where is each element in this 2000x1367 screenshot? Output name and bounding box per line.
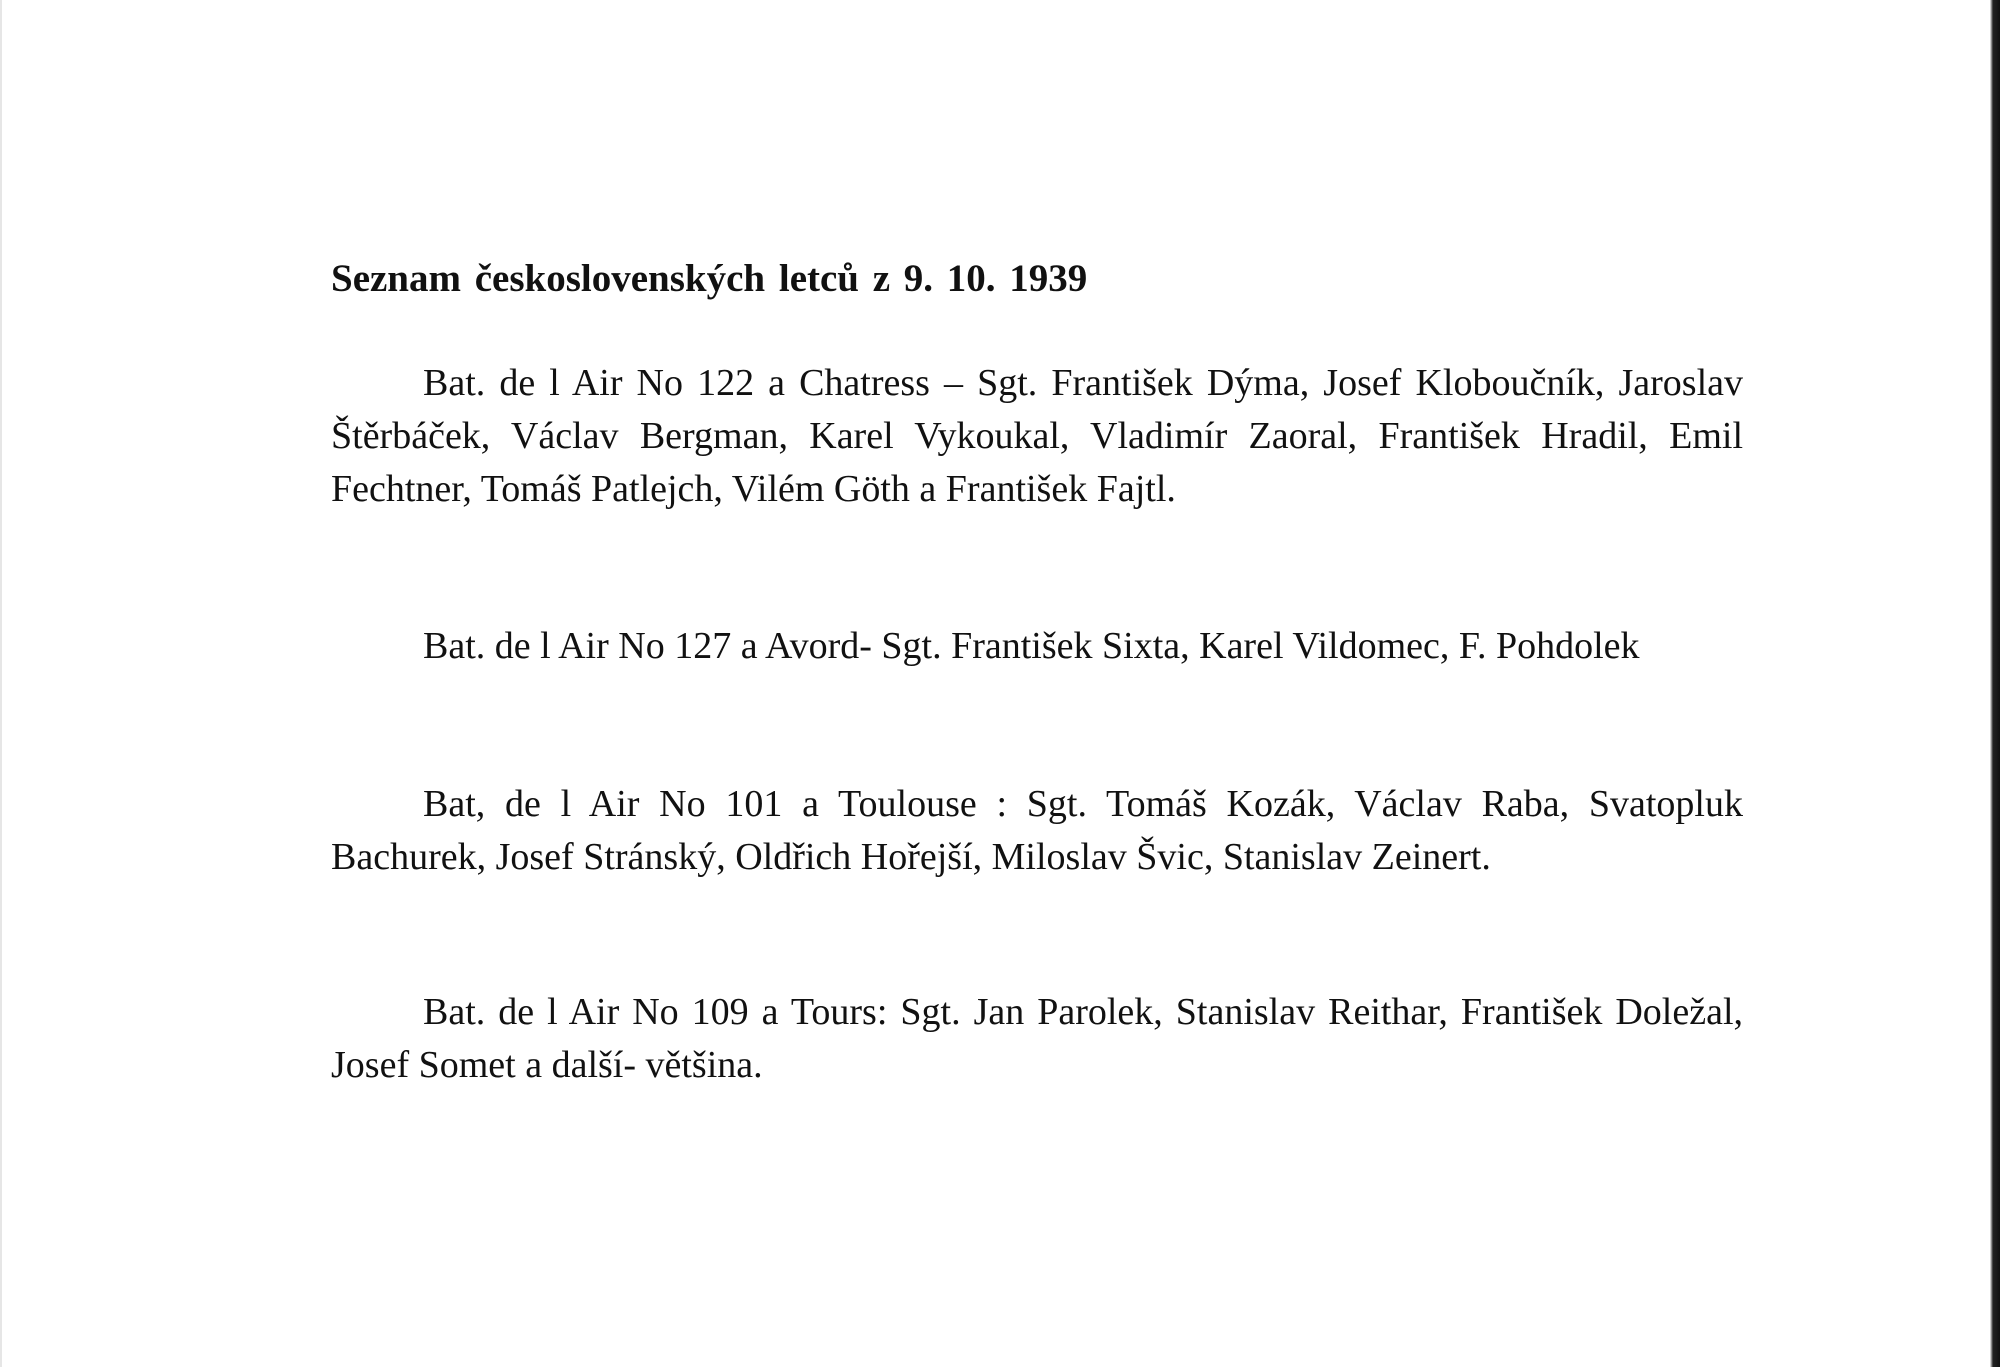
scan-border-right	[1990, 0, 2000, 1367]
paragraph-bat-101-toulouse: Bat, de l Air No 101 a Toulouse : Sgt. Tomáš Kozák, Václav Raba, Svatopluk Bachurek, Josef Stránský, Oldřich Hořejší, Miloslav Švic, Stanislav Zeinert.	[331, 783, 1743, 878]
document-title: Seznam československých letců z 9. 10. 1939	[331, 257, 1088, 300]
scan-border-left	[0, 0, 2, 1367]
paragraph-bat-122-chatress: Bat. de l Air No 122 a Chatress – Sgt. František Dýma, Josef Kloboučník, Jaroslav Štěrbáček, Václav Bergman, Karel Vykoukal, Vladimír Zaoral, František Hradil, Emil Fechtner, Tomáš Patlejch, Vilém Göth a František Fajtl.	[331, 362, 1743, 510]
paragraph-bat-109-tours: Bat. de l Air No 109 a Tours: Sgt. Jan Parolek, Stanislav Reithar, František Doležal, Josef Somet a další- většina.	[331, 991, 1743, 1086]
paragraph-bat-127-avord: Bat. de l Air No 127 a Avord- Sgt. František Sixta, Karel Vildomec, F. Pohdolek	[423, 625, 1640, 667]
